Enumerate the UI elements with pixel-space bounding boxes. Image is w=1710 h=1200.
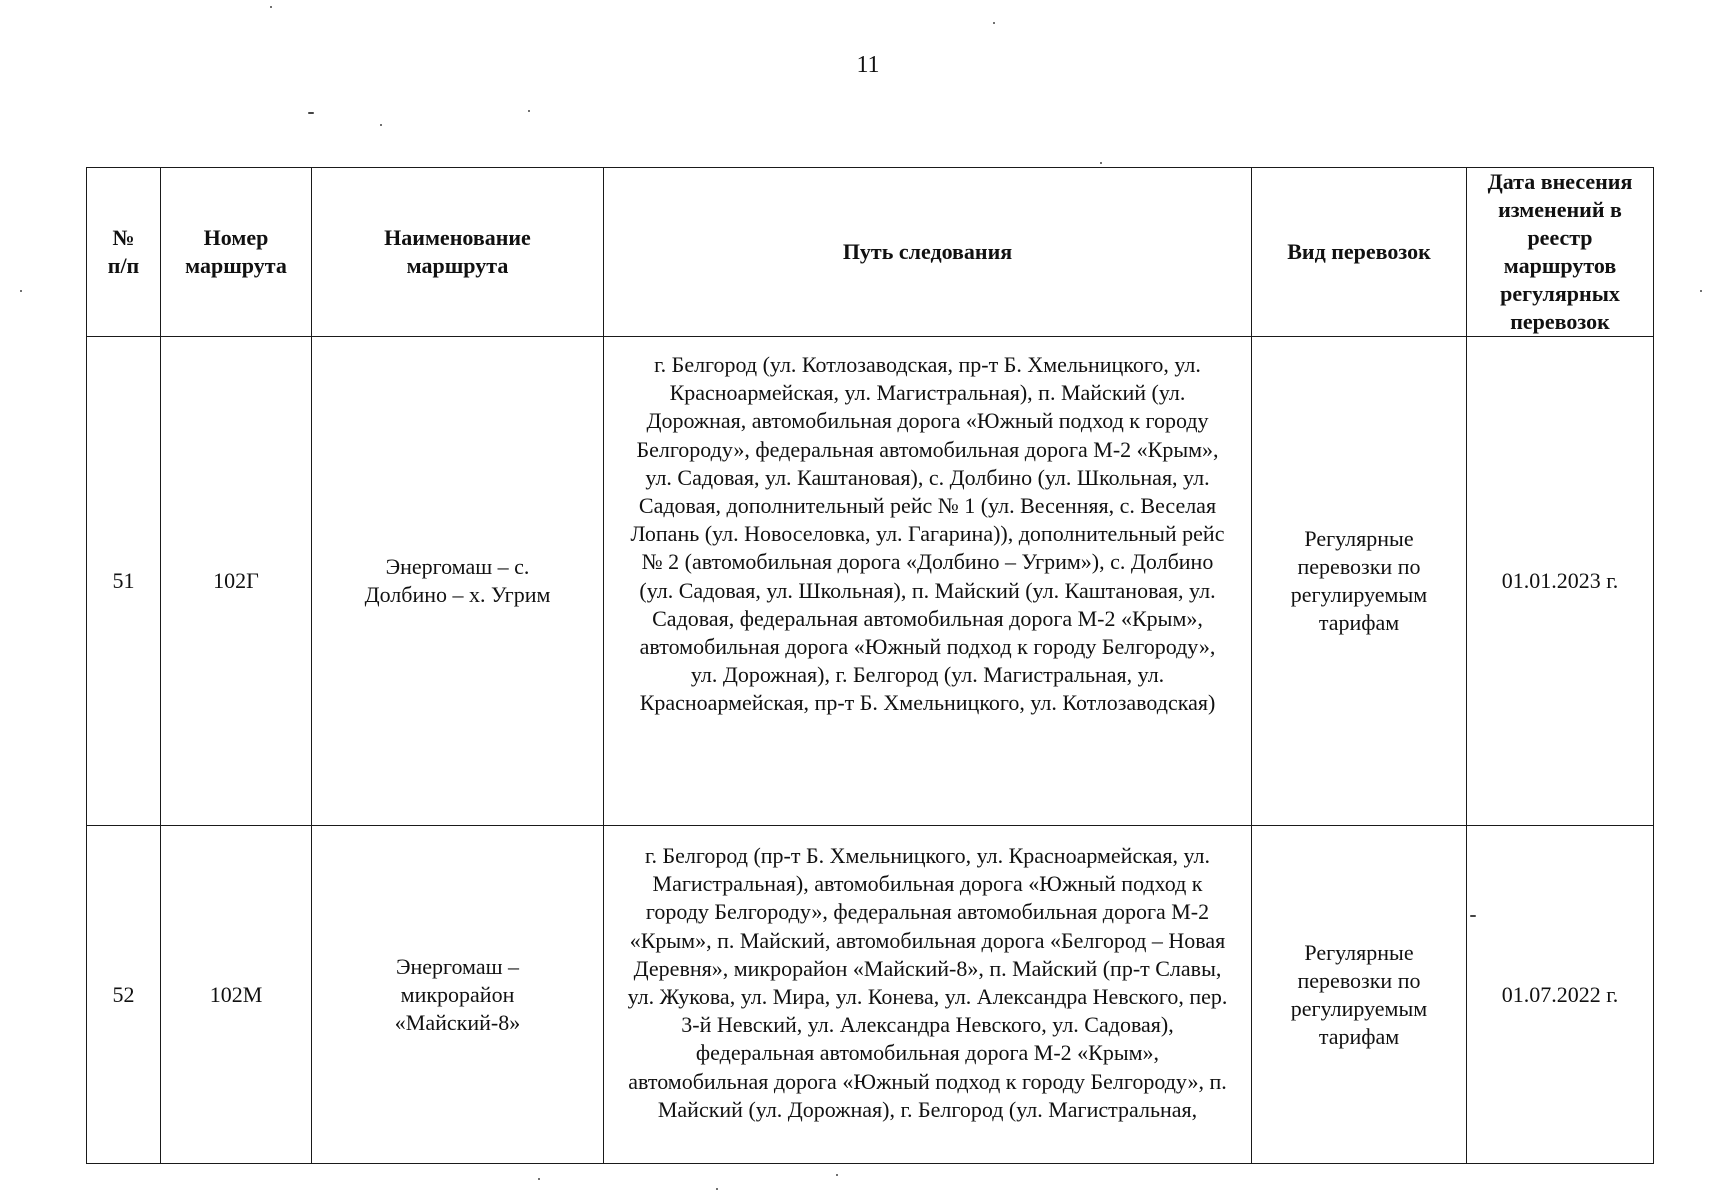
header-route-name: Наименование маршрута [312, 168, 604, 337]
table-row [87, 337, 1654, 826]
cell-route-path: г. Белгород (пр-т Б. Хмельницкого, ул. Красноармейская, ул. Магистральная), автомобильная дорога «Южный подход к городу Белгороду», федеральная автомобильная дорога М-2 «Крым», п. Майский, автомобильная дорога «Белгород – Новая Деревня», микрорайон «Майский-8», п. Майский (пр-т Славы, ул. Жукова, ул. Мира, ул. Конева, ул. Александра Невского, пер. 3-й Невский, ул. Александра Невского, ул. Садовая), федеральная автомобильная дорога М-2 «Крым», автомобильная дорога «Южный подход к городу Белгороду», п. Майский (ул. Дорожная), г. Белгород (ул. Магистральная, [604, 826, 1252, 1164]
route-registry-table [86, 167, 1654, 1164]
header-transport-type: Вид перевозок [1252, 168, 1467, 337]
table-row [87, 826, 1654, 1164]
cell-date-changed: 01.01.2023 г. [1467, 337, 1654, 826]
header-route-path: Путь следования [604, 168, 1252, 337]
header-date-changed: Дата внесения изменений в реестр маршрутов регулярных перевозок [1467, 168, 1654, 337]
cell-route-name: Энергомаш – микрорайон «Майский-8» [312, 826, 604, 1164]
cell-route-number: 102М [161, 826, 312, 1164]
page-number: 11 [856, 52, 880, 78]
cell-num: 51 [87, 337, 161, 826]
header-num: № п/п [87, 168, 161, 337]
cell-num: 52 [87, 826, 161, 1164]
header-route-number: Номер маршрута [161, 168, 312, 337]
cell-transport-type: Регулярные перевозки по регулируемым тарифам [1252, 337, 1467, 826]
cell-route-number: 102Г [161, 337, 312, 826]
header-row [87, 168, 1654, 337]
cell-route-name: Энергомаш – с. Долбино – х. Угрим [312, 337, 604, 826]
cell-route-path: г. Белгород (ул. Котлозаводская, пр-т Б. Хмельницкого, ул. Красноармейская, ул. Магистральная), п. Майский (ул. Дорожная, автомобильная дорога «Южный подход к городу Белгороду», федеральная автомобильная дорога М-2 «Крым», ул. Садовая, ул. Каштановая), с. Долбино (ул. Школьная, ул. Садовая, дополнительный рейс № 1 (ул. Весенняя, с. Веселая Лопань (ул. Новоселовка, ул. Гагарина)), дополнительный рейс № 2 (автомобильная дорога «Долбино – Угрим»), с. Долбино (ул. Садовая, ул. Школьная), п. Майский (ул. Каштановая, ул. Садовая, федеральная автомобильная дорога М-2 «Крым», автомобильная дорога «Южный подход к городу Белгороду», ул. Дорожная), г. Белгород (ул. Магистральная, ул. Красноармейская, пр-т Б. Хмельницкого, ул. Котлозаводская) [604, 337, 1252, 826]
cell-date-changed: 01.07.2022 г. [1467, 826, 1654, 1164]
cell-transport-type: Регулярные перевозки по регулируемым тарифам [1252, 826, 1467, 1164]
